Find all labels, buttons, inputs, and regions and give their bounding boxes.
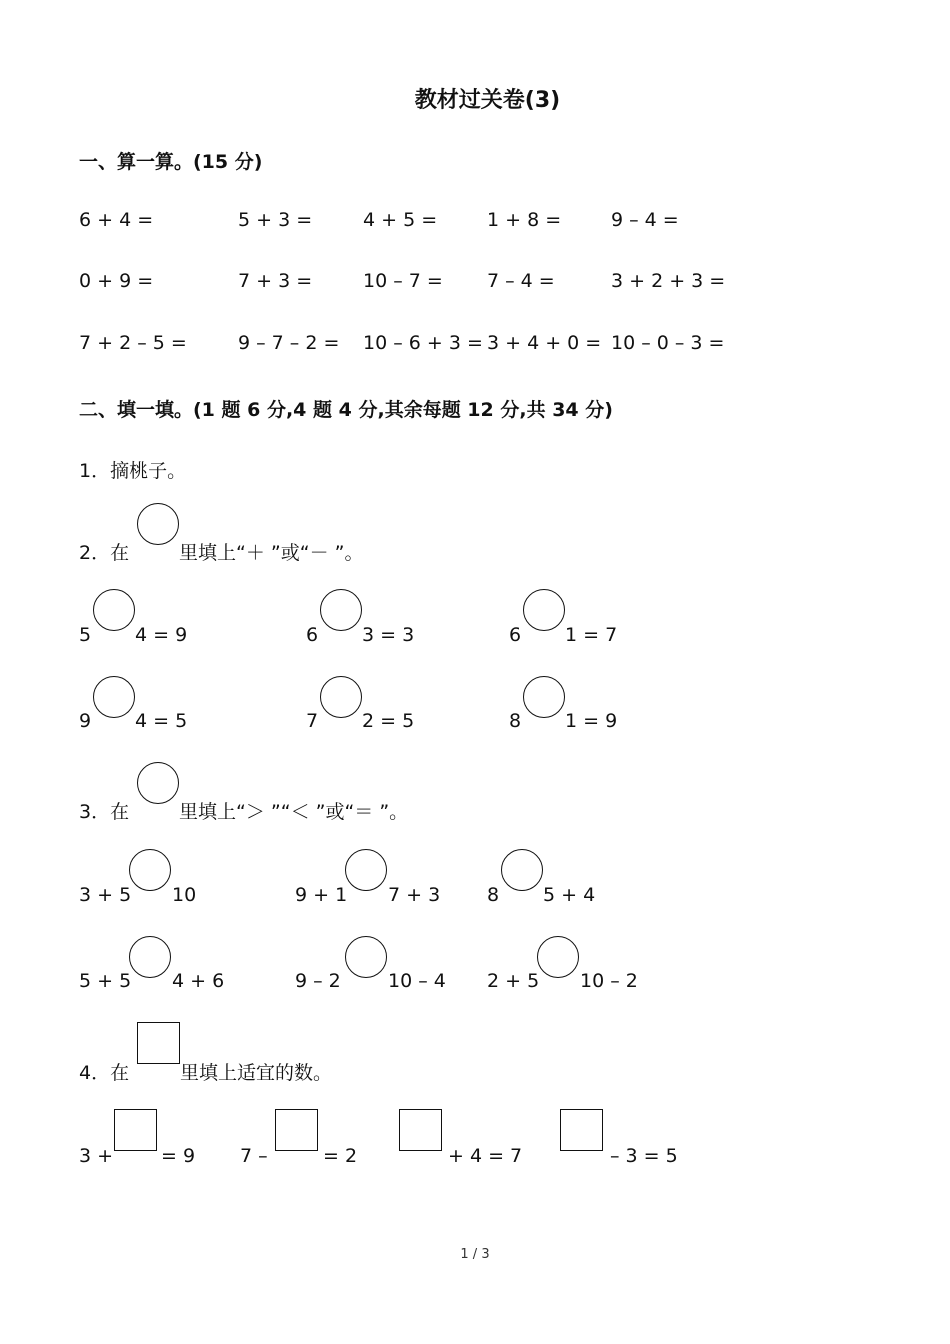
q2-left: 6 (509, 624, 522, 646)
question-4-prefix: 4．在 (79, 1062, 130, 1084)
q4-right: + 4 = 7 (448, 1145, 523, 1167)
q2-right: 4 = 5 (135, 710, 188, 732)
q3-left: 9 – 2 (295, 970, 341, 992)
q3-left: 3 + 5 (79, 884, 132, 906)
answer-box[interactable] (399, 1109, 442, 1151)
question-1: 1．摘桃子。 (79, 460, 187, 482)
answer-circle[interactable] (345, 936, 387, 978)
arith-problem: 7 + 3 = (238, 270, 313, 292)
q4-right: – 3 = 5 (610, 1145, 678, 1167)
q3-left: 9 + 1 (295, 884, 348, 906)
arith-problem: 0 + 9 = (79, 270, 154, 292)
question-2-prefix: 2．在 (79, 542, 130, 564)
q3-right: 10 – 2 (580, 970, 638, 992)
q4-right: = 9 (161, 1145, 196, 1167)
q2-right: 1 = 9 (565, 710, 618, 732)
q2-right: 1 = 7 (565, 624, 618, 646)
arith-problem: 3 + 2 + 3 = (611, 270, 726, 292)
q2-right: 4 = 9 (135, 624, 188, 646)
arith-problem: 10 – 7 = (363, 270, 443, 292)
page-title: 教材过关卷(3) (414, 88, 561, 113)
q4-left: 7 – (240, 1145, 268, 1167)
arith-problem: 10 – 0 – 3 = (611, 332, 725, 354)
q2-left: 7 (306, 710, 319, 732)
q4-left: 3 + (79, 1145, 114, 1167)
arith-problem: 10 – 6 + 3 = (363, 332, 483, 354)
arith-problem: 9 – 4 = (611, 209, 679, 231)
q3-right: 10 – 4 (388, 970, 446, 992)
answer-circle[interactable] (537, 936, 579, 978)
answer-circle[interactable] (320, 589, 362, 631)
answer-circle[interactable] (320, 676, 362, 718)
q3-right: 4 + 6 (172, 970, 225, 992)
answer-circle[interactable] (523, 589, 565, 631)
page-number: 1 / 3 (460, 1247, 490, 1262)
arith-problem: 7 + 2 – 5 = (79, 332, 187, 354)
answer-box[interactable] (275, 1109, 318, 1151)
q2-right: 2 = 5 (362, 710, 415, 732)
section2-heading: 二、填一填。(1 题 6 分,4 题 4 分,其余每题 12 分,共 34 分) (79, 399, 613, 421)
q2-left: 6 (306, 624, 319, 646)
arith-problem: 1 + 8 = (487, 209, 562, 231)
answer-circle[interactable] (523, 676, 565, 718)
arith-problem: 9 – 7 – 2 = (238, 332, 340, 354)
q3-left: 5 + 5 (79, 970, 132, 992)
answer-box (137, 1022, 180, 1064)
answer-circle[interactable] (93, 589, 135, 631)
q3-right: 7 + 3 (388, 884, 441, 906)
q3-right: 5 + 4 (543, 884, 596, 906)
answer-circle[interactable] (93, 676, 135, 718)
question-4-suffix: 里填上适宜的数。 (180, 1062, 333, 1084)
arith-problem: 6 + 4 = (79, 209, 154, 231)
q2-left: 8 (509, 710, 522, 732)
question-2-suffix: 里填上“＋ ”或“－ ”。 (179, 542, 364, 564)
answer-circle[interactable] (501, 849, 543, 891)
q3-left: 8 (487, 884, 500, 906)
question-3-suffix: 里填上“＞ ”“＜ ”或“＝ ”。 (179, 801, 409, 823)
q3-right: 10 (172, 884, 197, 906)
answer-circle (137, 503, 179, 545)
q2-right: 3 = 3 (362, 624, 415, 646)
arith-problem: 5 + 3 = (238, 209, 313, 231)
answer-circle[interactable] (129, 936, 171, 978)
answer-box[interactable] (560, 1109, 603, 1151)
q2-left: 9 (79, 710, 92, 732)
q3-left: 2 + 5 (487, 970, 540, 992)
section1-heading: 一、算一算。(15 分) (79, 151, 263, 173)
arith-problem: 4 + 5 = (363, 209, 438, 231)
q4-right: = 2 (323, 1145, 358, 1167)
answer-circle (137, 762, 179, 804)
answer-circle[interactable] (129, 849, 171, 891)
question-3-prefix: 3．在 (79, 801, 130, 823)
answer-circle[interactable] (345, 849, 387, 891)
arith-problem: 7 – 4 = (487, 270, 555, 292)
answer-box[interactable] (114, 1109, 157, 1151)
q2-left: 5 (79, 624, 92, 646)
arith-problem: 3 + 4 + 0 = (487, 332, 602, 354)
